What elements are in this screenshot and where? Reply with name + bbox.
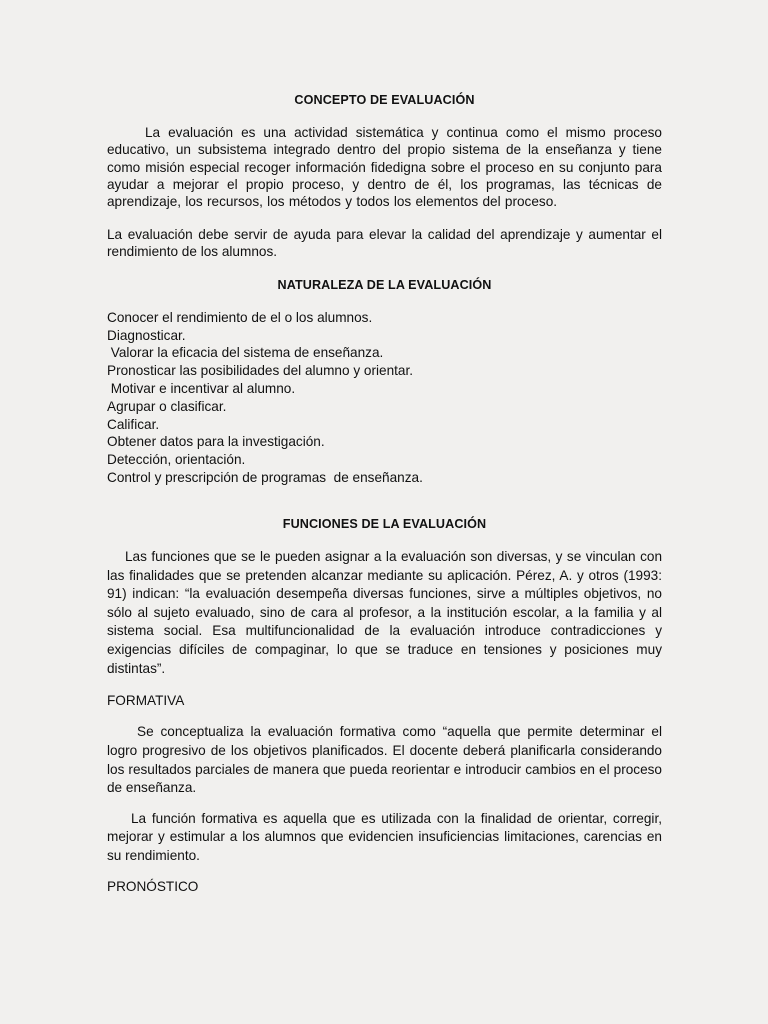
heading-concepto: CONCEPTO DE EVALUACIÓN <box>294 93 475 107</box>
paragraph-concepto-2: La evaluación debe servir de ayuda para elevar la calidad del aprendizaje y aumentar el rendimiento de los alumnos. <box>107 227 662 260</box>
label-formativa: FORMATIVA <box>107 693 185 709</box>
list-item: Obtener datos para la investigación. <box>107 434 325 450</box>
list-item: Diagnosticar. <box>107 327 186 343</box>
document-body <box>107 92 662 895</box>
paragraph-formativa-1: Se conceptualiza la evaluación formativa como “aquella que permite determinar el logro progresivo de los objetivos planificados. El docente deberá planificarla considerando los resultados parciales de manera que pueda reorientar e introducir cambios en el proceso de enseñanza. <box>107 724 662 796</box>
list-item: Conocer el rendimiento de el o los alumnos. <box>107 309 373 325</box>
naturaleza-list <box>107 309 662 487</box>
list-item: Agrupar o clasificar. <box>107 398 227 414</box>
list-item: Motivar e incentivar al alumno. <box>107 381 296 397</box>
list-item: Calificar. <box>107 416 160 432</box>
paragraph-funciones-1: Las funciones que se le pueden asignar a la evaluación son diversas, y se vinculan con las finalidades que se pretenden alcanzar mediante su aplicación. Pérez, A. y otros (1993: 91) indican: “la evaluación desempeña diversas funciones, sirve a múltiples objetivos, no sólo al sujeto evaluado, sino de cara al profesor, a la institución escolar, a la familia y al sistema social. Esa multifuncionalidad de la evaluación introduce contradicciones y exigencias difíciles de compaginar, lo que se traduce en tensiones y posiciones muy distintas”. <box>107 549 662 676</box>
list-item: Pronosticar las posibilidades del alumno y orientar. <box>107 363 414 379</box>
paragraph-formativa-2: La función formativa es aquella que es utilizada con la finalidad de orientar, corregir, mejorar y estimular a los alumnos que evidencien insuficiencias limitaciones, carencias en su rendimiento. <box>107 810 662 863</box>
heading-naturaleza: NATURALEZA DE LA EVALUACIÓN <box>277 277 492 292</box>
paragraph-concepto-1: La evaluación es una actividad sistemática y continua como el mismo proceso educativo, un subsistema integrado dentro del propio sistema de la enseñanza y tiene como misión especial recoger información fidedigna sobre el proceso en su conjunto para ayudar a mejorar el propio proceso, y dentro de él, los programas, las técnicas de aprendizaje, los recursos, los métodos y todos los elementos del proceso. <box>107 125 662 210</box>
label-pronostico: PRONÓSTICO <box>107 878 199 894</box>
heading-funciones: FUNCIONES DE LA EVALUACIÓN <box>282 516 487 531</box>
list-item: Detección, orientación. <box>107 452 246 468</box>
list-item: Valorar la eficacia del sistema de enseñanza. <box>107 345 384 361</box>
list-item: Control y prescripción de programas de enseñanza. <box>107 470 423 485</box>
